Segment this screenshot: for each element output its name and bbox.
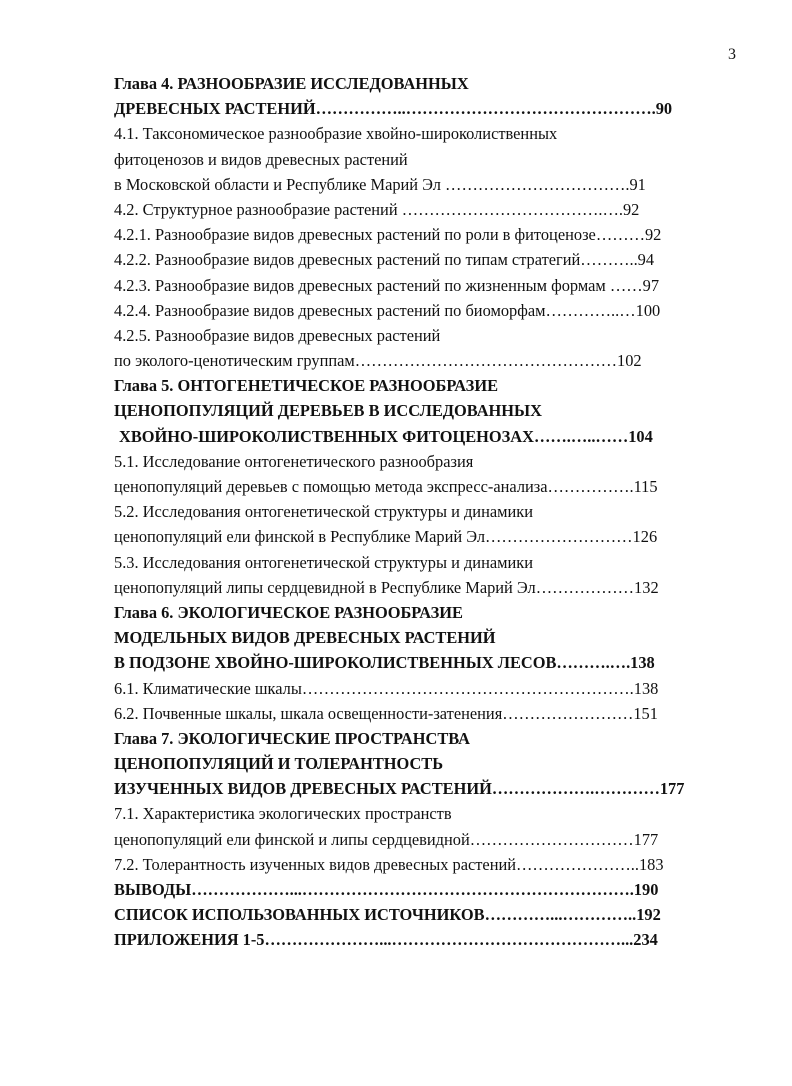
toc-chapter-line: Глава 7. ЭКОЛОГИЧЕСКИЕ ПРОСТРАНСТВА — [114, 728, 471, 748]
toc-section-line: фитоценозов и видов древесных растений — [114, 149, 408, 169]
toc-section-line: 7.2. Толерантность изученных видов древесных растений…………………..183 — [114, 854, 664, 874]
toc-section-line: 4.1. Таксономическое разнообразие хвойно-широколиственных — [114, 124, 558, 144]
toc-section-line: 4.2.4. Разнообразие видов древесных растений по биоморфам…………..…100 — [114, 300, 661, 320]
toc-section-line: 4.2.1. Разнообразие видов древесных растений по роли в фитоценозе………92 — [114, 225, 662, 245]
toc-chapter-line: ИЗУЧЕННЫХ ВИДОВ ДРЕВЕСНЫХ РАСТЕНИЙ……………….…………177 — [114, 779, 685, 799]
toc-section-line: 6.1. Климатические шкалы…………………………………………………….138 — [114, 678, 659, 698]
page-number: 3 — [728, 46, 736, 63]
toc-chapter-line: ЦЕНОПОПУЛЯЦИЙ ДЕРЕВЬЕВ В ИССЛЕДОВАННЫХ — [114, 401, 542, 421]
toc-section-line: в Московской области и Республике Марий Эл …………………………….91 — [114, 174, 646, 194]
toc-section-line: ценопопуляций ели финской в Республике Марий Эл………………………126 — [114, 527, 658, 547]
toc-chapter-line: Глава 6. ЭКОЛОГИЧЕСКОЕ РАЗНООБРАЗИЕ — [114, 602, 463, 622]
toc-section-line: 5.2. Исследования онтогенетической структуры и динамики — [114, 502, 534, 522]
toc-section-line: ценопопуляций липы сердцевидной в Республике Марий Эл………………132 — [114, 577, 659, 597]
toc-section-line: по эколого-ценотическим группам…………………………………………102 — [114, 351, 642, 371]
toc-section-line: 4.2.5. Разнообразие видов древесных растений — [114, 325, 441, 345]
toc-chapter-line: СПИСОК ИСПОЛЬЗОВАННЫХ ИСТОЧНИКОВ…………...…………..192 — [114, 905, 661, 925]
toc-section-line: 5.3. Исследования онтогенетической структуры и динамики — [114, 552, 534, 572]
toc-section-line: 6.2. Почвенные шкалы, шкала освещенности-затенения……………………151 — [114, 703, 658, 723]
toc-chapter-line: МОДЕЛЬНЫХ ВИДОВ ДРЕВЕСНЫХ РАСТЕНИЙ — [114, 628, 496, 648]
toc-chapter-line: ЦЕНОПОПУЛЯЦИЙ И ТОЛЕРАНТНОСТЬ — [114, 754, 444, 774]
toc-chapter-line: Глава 4. РАЗНООБРАЗИЕ ИССЛЕДОВАННЫХ — [114, 74, 469, 93]
table-of-contents — [114, 71, 738, 953]
toc-section-line: ценопопуляций деревьев с помощью метода экспресс-анализа…………….115 — [114, 477, 658, 496]
toc-chapter-line: ДРЕВЕСНЫХ РАСТЕНИЙ……………..……………………………………….90 — [114, 99, 673, 119]
toc-section-line: 4.2. Структурное разнообразие растений ……………………………….….92 — [114, 199, 640, 219]
toc-chapter-line: ВЫВОДЫ………………...…………………………………………………….190 — [114, 880, 659, 899]
toc-section-line: ценопопуляций ели финской и липы сердцевидной…………………………177 — [114, 829, 659, 849]
toc-section-line: 4.2.2. Разнообразие видов древесных растений по типам стратегий………..94 — [114, 250, 655, 270]
toc-chapter-line: ПРИЛОЖЕНИЯ 1-5…………………...……………………………………...234 — [114, 930, 658, 950]
toc-chapter-line: Глава 5. ОНТОГЕНЕТИЧЕСКОЕ РАЗНООБРАЗИЕ — [114, 376, 498, 396]
toc-section-line: 7.1. Характеристика экологических пространств — [114, 804, 452, 824]
toc-chapter-line: В ПОДЗОНЕ ХВОЙНО-ШИРОКОЛИСТВЕННЫХ ЛЕСОВ……….….138 — [114, 653, 655, 673]
toc-section-line: 4.2.3. Разнообразие видов древесных растений по жизненным формам ……97 — [114, 275, 660, 295]
toc-section-line: 5.1. Исследование онтогенетического разнообразия — [114, 451, 474, 471]
toc-chapter-line: ХВОЙНО-ШИРОКОЛИСТВЕННЫХ ФИТОЦЕНОЗАХ…….…..……104 — [119, 426, 653, 446]
